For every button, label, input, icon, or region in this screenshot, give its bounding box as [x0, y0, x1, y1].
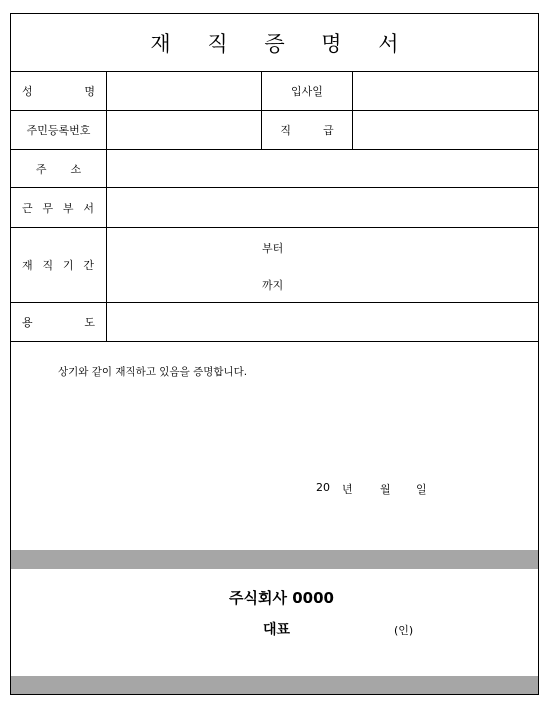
ceo-label: 대표 — [263, 622, 291, 638]
row-purpose — [11, 302, 538, 342]
statement-text: 상기와 같이 재직하고 있음을 증명합니다. — [58, 366, 248, 378]
row-address — [11, 149, 538, 187]
document-title: 재 직 증 명 서 — [150, 31, 414, 56]
join-date-field[interactable] — [352, 72, 538, 110]
name-field[interactable] — [106, 72, 261, 110]
seal-mark: (인) — [394, 624, 414, 637]
period-to-text: 까지 — [262, 279, 284, 292]
department-field[interactable] — [106, 188, 538, 227]
period-field[interactable] — [106, 228, 538, 302]
resident-no-field[interactable] — [106, 111, 261, 149]
purpose-field[interactable] — [106, 303, 538, 341]
join-date-label: 입사일 — [261, 72, 352, 110]
address-field[interactable] — [106, 150, 538, 187]
date-year-prefix: 20 — [316, 481, 330, 494]
certificate-frame — [10, 13, 539, 695]
date-year-label: 년 — [342, 483, 353, 496]
grey-band-top — [11, 550, 538, 569]
resident-no-label: 주민등록번호 — [26, 124, 91, 137]
date-month-label: 월 — [380, 483, 391, 496]
grey-band-bottom — [11, 676, 538, 694]
period-label: 재 직 기 간 — [22, 259, 94, 272]
address-label: 주 소 — [35, 162, 82, 176]
position-label: 직 급 — [261, 111, 352, 149]
row-name — [11, 71, 538, 110]
purpose-label: 용 도 — [22, 316, 95, 329]
row-resident — [11, 110, 538, 149]
row-period — [11, 227, 538, 302]
position-field[interactable] — [352, 111, 538, 149]
row-department — [11, 187, 538, 227]
date-day-label: 일 — [416, 483, 427, 496]
period-from-text: 부터 — [262, 242, 284, 255]
company-name: 주식회사 0000 — [229, 589, 334, 607]
name-label: 성 명 — [22, 85, 95, 98]
department-label: 근 무 부 서 — [22, 201, 94, 215]
